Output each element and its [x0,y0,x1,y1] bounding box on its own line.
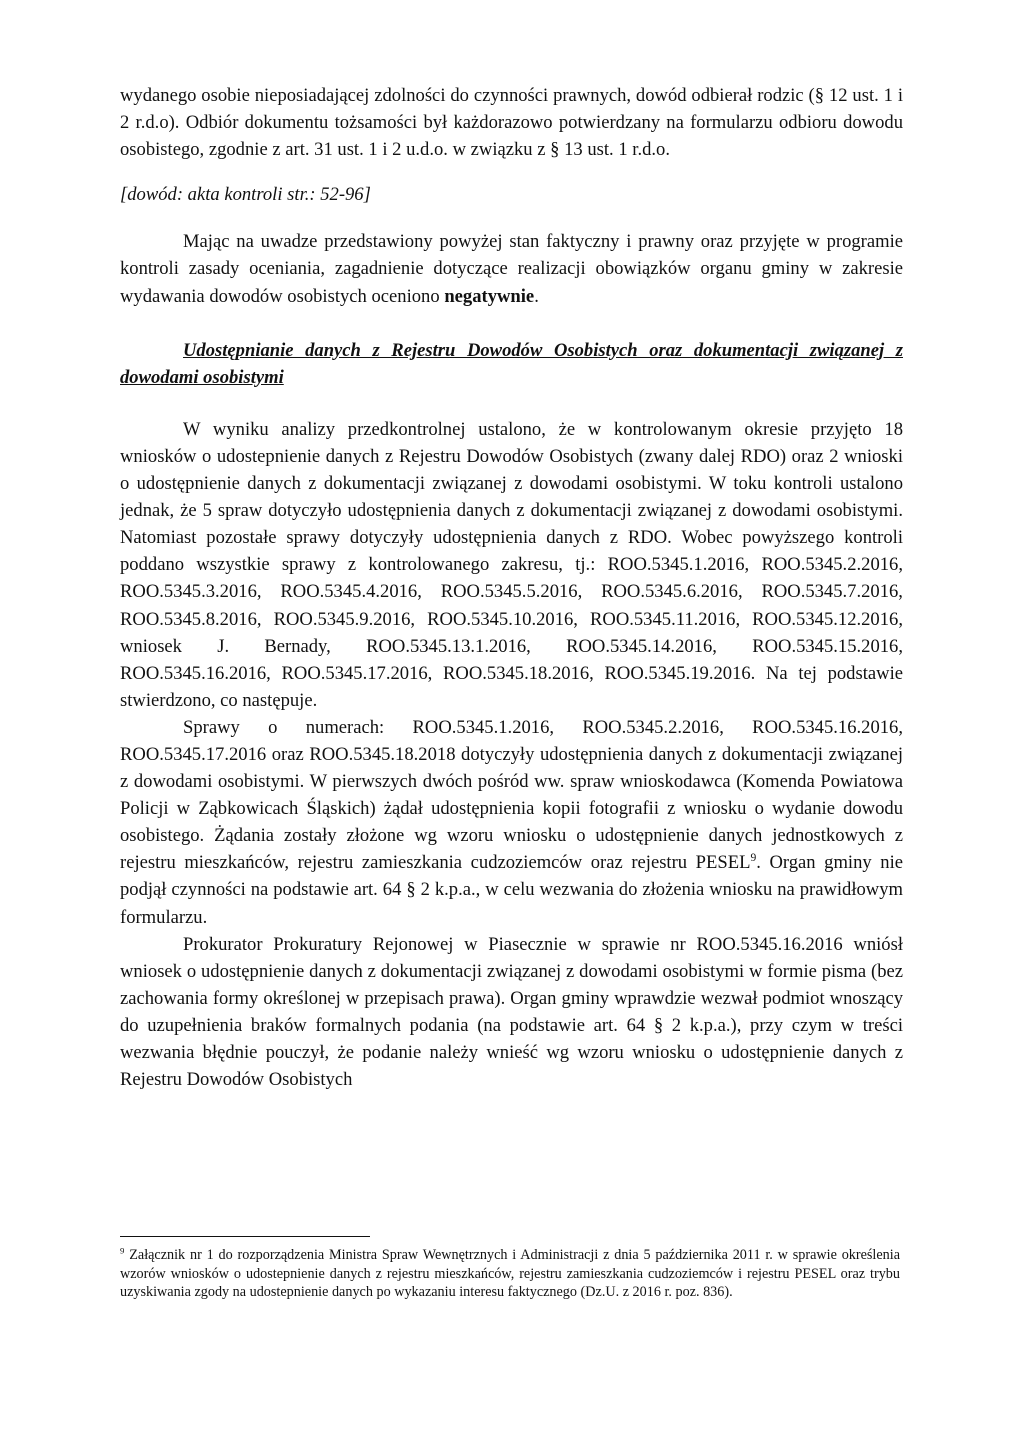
assessment-result: negatywnie [444,285,535,307]
case-reference: wniosek J. Bernady, [120,635,331,657]
footnote-reference: 9 [750,852,757,865]
paragraph-continuation: wydanego osobie nieposiadającej zdolności do czynności prawnych, dowód odbierał rodzic (§ 12 ust. 1 i 2 r.d.o). Odbiór dokumentu tożsamości był każdorazowo potwierdzany na formularzu odbioru dowodu osobistego, zgodnie z art. 31 ust. 1 i 2 u.d.o. w związku z § 13 ust. 1 r.d.o. [120,85,903,161]
cases-text: Sprawy o numerach: ROO.5345.1.2016, ROO.5345.2.2016, ROO.5345.16.2016, ROO.5345.17.2016 oraz ROO.5345.18.2018 dotyczyły udostępnienia danych z dokumentacji związanej z dowodami osobistymi. W pierwszych dwóch pośród ww. spraw wnioskodawca (Komenda Powiatowa Policji w Ząbkowicach Śląskich) żądał udostępnienia kopii fotografii z wniosku o wydanie dowodu osobistego. Żądania zostały złożone wg wzoru wniosku o udostępnienie danych jednostkowych z rejestru mieszkańców, rejestru zamieszkania cudzoziemców oraz rejestru PESEL [120,716,903,874]
case-reference: ROO.5345.2.2016, [761,554,903,576]
footnote-separator [120,1236,370,1237]
document-page [120,82,903,1093]
case-reference: ROO.5345.13.1.2016, [366,635,531,657]
analysis-text: W wyniku analizy przedkontrolnej ustalono, że w kontrolowanym okresie przyjęto 18 wniosków o udostepnienie danych z Rejestru Dowodów Osobistych (zwany dalej RDO) oraz 2 wnioski o udostępnienie danych z dokumentacji związanej z dowodami osobistymi. W toku kontroli ustalono jednak, że 5 spraw dotyczyło udostępnienia danych z dokumentacji związanej z dowodami osobistymi. Natomiast pozostałe sprawy dotyczyły udostępnienia danych z RDO. Wobec powyższego kontroli poddano wszystkie sprawy z kontrolowanego zakresu, tj.: [120,418,903,576]
assessment-paragraph [120,228,903,309]
case-reference: ROO.5345.8.2016, [120,608,262,630]
case-reference: ROO.5345.5.2016, [440,581,583,603]
cases-text-end: . Organ gminy nie podjął czynności na podstawie art. 64 § 2 k.p.a., w celu wezwania do złożenia wniosku na prawidłowym formularzu. [120,852,903,928]
analysis-conclusion: Na tej podstawie stwierdzono, co następuje. [120,662,903,711]
footnote-number: 9 [120,1245,125,1256]
case-reference: ROO.5345.11.2016, [589,608,741,630]
case-reference: ROO.5345.18.2016, [443,662,594,684]
case-reference: ROO.5345.1.2016, [607,554,750,576]
cases-paragraph [120,714,903,931]
case-reference: ROO.5345.15.2016, [752,635,904,657]
analysis-paragraph [120,416,903,714]
case-reference: ROO.5345.4.2016, [280,581,422,603]
case-reference: ROO.5345.9.2016, [273,608,416,630]
case-reference: ROO.5345.17.2016, [281,662,433,684]
assessment-text: Mając na uwadze przedstawiony powyżej stan faktyczny i prawny oraz przyjęte w programie kontroli zasady oceniania, zagadnienie dotyczące realizacji obowiązków organu gminy w zakresie wydawania dowodów osobistych oceniono [120,231,903,307]
case-reference: ROO.5345.10.2016, [427,608,578,630]
case-reference: ROO.5345.19.2016. [604,662,756,684]
evidence-source-note: [dowód: akta kontroli str.: 52-96] [120,184,371,206]
assessment-period: . [534,285,539,307]
footnote-text: Załącznik nr 1 do rozporządzenia Ministra Spraw Wewnętrznych i Administracji z dnia 5 października 2011 r. w sprawie określenia wzorów wniosków o udostepnienie danych z rejestru mieszkańców, rejestru zamieszkania cudzoziemców i rejestru PESEL oraz trybu uzyskiwania zgody na udostepnienie danych po wykazaniu interesu faktycznego (Dz.U. z 2016 r. poz. 836). [120,1247,900,1301]
case-reference: ROO.5345.12.2016, [752,608,903,630]
case-reference: ROO.5345.3.2016, [120,581,262,603]
section-heading: Udostępnianie danych z Rejestru Dowodów Osobistych oraz dokumentacji związanej z dowodami osobistymi [120,339,903,388]
footnote [120,1246,900,1302]
prosecutor-paragraph: Prokurator Prokuratury Rejonowej w Piasecznie w sprawie nr ROO.5345.16.2016 wniósł wniosek o udostępnienie danych z dokumentacji związanej z dowodami osobistymi w formie pisma (bez zachowania formy określonej w przepisach prawa). Organ gminy wprawdzie wezwał podmiot wnoszący do uzupełnienia braków formalnych podania (na podstawie art. 64 § 2 k.p.a.), przy czym w treści wezwania błędnie pouczył, że podanie należy wnieść wg wzoru wniosku o udostępnienie danych z Rejestru Dowodów Osobistych [120,933,903,1091]
case-reference: ROO.5345.14.2016, [566,635,717,657]
case-reference: ROO.5345.7.2016, [761,581,903,603]
case-reference: ROO.5345.16.2016, [120,662,271,684]
case-reference: ROO.5345.6.2016, [601,581,743,603]
